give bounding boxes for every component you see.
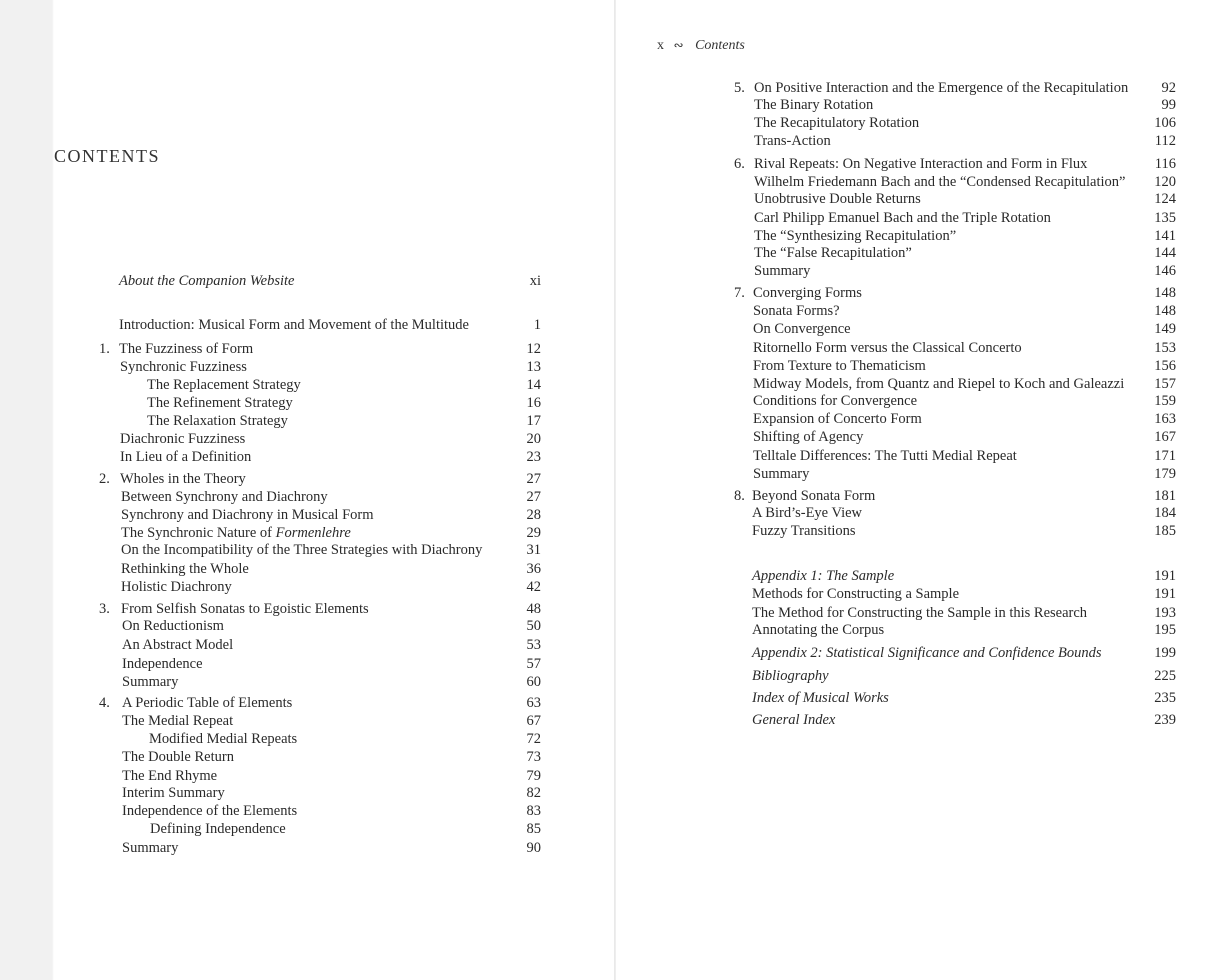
toc-entry-text: Interim Summary [122, 785, 225, 801]
toc-entry-label [120, 358, 247, 376]
page-number: 185 [1154, 523, 1176, 539]
page-number: 27 [526, 471, 541, 487]
toc-entry-text: The Relaxation Strategy [147, 413, 288, 429]
toc-entry-text: Unobtrusive Double Returns [754, 191, 921, 207]
chapter-title [753, 284, 862, 302]
toc-entry-label [121, 506, 374, 524]
contents-heading: CONTENTS [54, 146, 160, 166]
page-number: 42 [526, 579, 541, 595]
chapter-number: 3. [99, 601, 110, 617]
toc-entry-text: Telltale Differences: The Tutti Medial Repeat [753, 448, 1017, 464]
page-number: 135 [1154, 210, 1176, 226]
toc-entry-label [754, 227, 956, 245]
page-number: 156 [1154, 358, 1176, 374]
toc-entry-text: Holistic Diachrony [121, 579, 232, 595]
page-number: 50 [526, 618, 541, 634]
page-number: 36 [526, 561, 541, 577]
toc-entry-label [752, 504, 862, 522]
toc-entry-text: Methods for Constructing a Sample [752, 586, 960, 602]
toc-entry-text: Expansion of Concerto Form [753, 411, 922, 427]
toc-entry-text: Appendix 1: The Sample [752, 568, 895, 584]
toc-entry-text: Summary [122, 840, 179, 856]
toc-entry-text: Conditions for Convergence [753, 393, 918, 409]
page-number: 57 [526, 656, 541, 672]
toc-entry-text: Trans-Action [754, 133, 831, 149]
toc-entry-text: A Bird’s-Eye View [752, 505, 863, 521]
page-number: 12 [526, 341, 541, 357]
page-number: 124 [1154, 191, 1176, 207]
page-number: 20 [526, 431, 541, 447]
page-number: 112 [1154, 133, 1176, 149]
page-number: 191 [1154, 586, 1176, 602]
toc-entry-label [754, 262, 810, 280]
toc-entry-label [753, 465, 809, 483]
toc-entry-label [122, 673, 178, 691]
page-number: 146 [1154, 263, 1176, 279]
toc-entry-label [754, 244, 912, 262]
toc-entry-text: From Selfish Sonatas to Egoistic Elements [121, 601, 369, 617]
page-number: 149 [1154, 321, 1176, 337]
page-number: 14 [526, 377, 541, 393]
toc-entry-text: On Convergence [753, 321, 851, 337]
page-number: 28 [526, 507, 541, 523]
toc-entry-text: Wilhelm Friedemann Bach and the “Condensed Recapitulation” [754, 174, 1126, 190]
toc-entry-text: The Synchronic Nature of [121, 525, 276, 541]
toc-entry-text: The Method for Constructing the Sample in this Research [752, 605, 1088, 621]
toc-entry-text: In Lieu of a Definition [120, 449, 252, 465]
chapter-title [119, 340, 253, 358]
toc-entry-text: Beyond Sonata Form [752, 488, 876, 504]
toc-entry-text: The Fuzziness of Form [119, 341, 254, 357]
toc-entry-label [752, 689, 889, 707]
toc-entry-text: Appendix 2: Statistical Significance and Confidence Bounds [752, 645, 1102, 661]
page-number: 148 [1154, 303, 1176, 319]
page-number: 99 [1161, 97, 1176, 113]
toc-entry-text: Synchronic Fuzziness [120, 359, 247, 375]
toc-entry-text: Annotating the Corpus [752, 622, 885, 638]
toc-entry-label [122, 617, 224, 635]
chapter-number: 5. [734, 80, 745, 96]
page-number: 67 [526, 713, 541, 729]
page-number: 106 [1154, 115, 1176, 131]
page-number: 60 [526, 674, 541, 690]
page-number: 31 [526, 542, 541, 558]
toc-entry-text: Midway Models, from Quantz and Riepel to Koch and Galeazzi [753, 376, 1125, 392]
page-number: xi [529, 273, 541, 289]
toc-entry-label [753, 447, 1017, 465]
toc-entry-italic-text: Formenlehre [275, 525, 351, 541]
page-number: 73 [526, 749, 541, 765]
toc-entry-text: Rethinking the Whole [121, 561, 249, 577]
toc-entry-text: The Recapitulatory Rotation [754, 115, 920, 131]
page-number: 53 [526, 637, 541, 653]
chapter-number: 6. [734, 156, 745, 172]
toc-entry-label [753, 302, 840, 320]
page-number: 195 [1154, 622, 1176, 638]
toc-entry-text: The Refinement Strategy [147, 395, 293, 411]
toc-entry-text: Converging Forms [753, 285, 862, 301]
toc-entry-label [122, 767, 217, 785]
chapter-number: 1. [99, 341, 110, 357]
toc-entry-text: The Replacement Strategy [147, 377, 301, 393]
toc-entry-label [120, 430, 245, 448]
page-number: 120 [1154, 174, 1176, 190]
running-head-title: Contents [695, 38, 745, 53]
toc-entry-label [752, 522, 856, 540]
toc-entry-text: From Texture to Thematicism [753, 358, 926, 374]
running-head [657, 38, 745, 54]
chapter-number: 4. [99, 695, 110, 711]
toc-entry-text: Bibliography [752, 668, 829, 684]
toc-entry-label [752, 711, 835, 729]
toc-entry-text: Summary [753, 466, 810, 482]
page-number: 116 [1154, 156, 1176, 172]
page-number: 141 [1154, 228, 1176, 244]
toc-entry-text: Fuzzy Transitions [752, 523, 856, 539]
page-number: 82 [526, 785, 541, 801]
toc-entry-text: Index of Musical Works [752, 690, 889, 706]
toc-entry-label [753, 357, 926, 375]
toc-entry-label [122, 784, 225, 802]
toc-entry-text: Summary [754, 263, 811, 279]
toc-entry-label [147, 394, 293, 412]
separator-glyph: ∾ [673, 38, 684, 52]
toc-entry-label [122, 655, 203, 673]
page-number: 92 [1161, 80, 1176, 96]
toc-entry-label [147, 376, 301, 394]
toc-entry-label [150, 820, 286, 838]
toc-entry-text: Independence [122, 656, 203, 672]
chapter-title [754, 155, 1087, 173]
toc-entry-text: An Abstract Model [122, 637, 234, 653]
chapter-title [121, 600, 369, 618]
page-number: 90 [526, 840, 541, 856]
toc-entry-label [122, 839, 178, 857]
page-number: 1 [533, 317, 541, 333]
page-number: 29 [526, 525, 541, 541]
toc-entry-label [754, 96, 873, 114]
page-number: 171 [1154, 448, 1176, 464]
page-number: 181 [1154, 488, 1176, 504]
page-number: 13 [526, 359, 541, 375]
page-number: 159 [1154, 393, 1176, 409]
toc-entry-label [122, 802, 297, 820]
page-number: 167 [1154, 429, 1176, 445]
toc-entry-label [122, 748, 234, 766]
toc-entry-label [147, 412, 288, 430]
toc-entry-text: A Periodic Table of Elements [122, 695, 293, 711]
chapter-number: 8. [734, 488, 745, 504]
page-number: 63 [526, 695, 541, 711]
toc-entry-label [149, 730, 297, 748]
toc-entry-text: Shifting of Agency [753, 429, 864, 445]
toc-entry-label [121, 560, 249, 578]
page-number: 235 [1154, 690, 1176, 706]
chapter-title [122, 694, 292, 712]
page-number: 17 [526, 413, 541, 429]
chapter-title [752, 487, 875, 505]
page-number: 144 [1154, 245, 1176, 261]
page-number: 72 [526, 731, 541, 747]
toc-entry-label [753, 339, 1022, 357]
toc-entry-text: On Reductionism [122, 618, 224, 634]
toc-entry-label [754, 132, 831, 150]
toc-entry-label [121, 488, 328, 506]
page-number: 16 [526, 395, 541, 411]
chapter-title [754, 79, 1128, 97]
toc-entry-text: The Double Return [122, 749, 234, 765]
toc-entry-label [122, 712, 233, 730]
toc-entry-label [753, 320, 851, 338]
toc-entry-label [752, 644, 1102, 662]
page-number: 148 [1154, 285, 1176, 301]
toc-entry-label [754, 114, 919, 132]
page-number: 157 [1154, 376, 1176, 392]
toc-entry-label [119, 316, 469, 334]
toc-entry-label [753, 428, 863, 446]
toc-entry-text: Ritornello Form versus the Classical Concerto [753, 340, 1022, 356]
toc-entry-text: The Binary Rotation [754, 97, 874, 113]
page-number: 184 [1154, 505, 1176, 521]
page-folio: x [657, 38, 664, 53]
toc-entry-text: Between Synchrony and Diachrony [121, 489, 328, 505]
page-number: 163 [1154, 411, 1176, 427]
page-number: 48 [526, 601, 541, 617]
page-number: 179 [1154, 466, 1176, 482]
page-number: 239 [1154, 712, 1176, 728]
page-number: 79 [526, 768, 541, 784]
toc-entry-label [754, 190, 921, 208]
page-number: 191 [1154, 568, 1176, 584]
page-number: 85 [526, 821, 541, 837]
toc-entry-label [752, 567, 894, 585]
page-number: 193 [1154, 605, 1176, 621]
toc-entry-text: About the Companion Website [119, 273, 295, 289]
chapter-number: 2. [99, 471, 110, 487]
toc-entry-text: Defining Independence [150, 821, 286, 837]
toc-entry-text: Carl Philipp Emanuel Bach and the Triple Rotation [754, 210, 1051, 226]
toc-entry-label [754, 173, 1125, 191]
toc-entry-text: The End Rhyme [122, 768, 218, 784]
toc-entry-label [752, 604, 1087, 622]
toc-entry-text: Wholes in the Theory [120, 471, 246, 487]
toc-entry-label [753, 392, 917, 410]
toc-entry-text: The “Synthesizing Recapitulation” [754, 228, 957, 244]
chapter-number: 7. [734, 285, 745, 301]
toc-entry-label [121, 524, 351, 542]
chapter-title [120, 470, 246, 488]
toc-entry-label [753, 375, 1124, 393]
toc-entry-text: Summary [122, 674, 179, 690]
toc-entry-text: Introduction: Musical Form and Movement of the Multitude [119, 317, 469, 333]
right-page [616, 0, 1214, 980]
page-number: 225 [1154, 668, 1176, 684]
toc-entry-text: Rival Repeats: On Negative Interaction and Form in Flux [754, 156, 1088, 172]
toc-entry-label [752, 667, 829, 685]
toc-entry-label [121, 578, 232, 596]
page-number: 199 [1154, 645, 1176, 661]
toc-entry-label [752, 621, 884, 639]
toc-entry-text: Modified Medial Repeats [149, 731, 298, 747]
toc-entry-label [753, 410, 922, 428]
toc-entry-label [121, 541, 482, 559]
toc-entry-label [122, 636, 233, 654]
page-number: 83 [526, 803, 541, 819]
toc-entry-text: Diachronic Fuzziness [120, 431, 246, 447]
toc-entry-label [754, 209, 1051, 227]
toc-entry-text: The “False Recapitulation” [754, 245, 912, 261]
toc-entry-text: On the Incompatibility of the Three Strategies with Diachrony [121, 542, 483, 558]
page-number: 23 [526, 449, 541, 465]
toc-entry-text: General Index [752, 712, 836, 728]
toc-entry-text: Sonata Forms? [753, 303, 840, 319]
toc-entry-text: Synchrony and Diachrony in Musical Form [121, 507, 374, 523]
toc-entry-label [752, 585, 959, 603]
page-number: 27 [526, 489, 541, 505]
page-number: 153 [1154, 340, 1176, 356]
toc-entry-text: The Medial Repeat [122, 713, 234, 729]
toc-entry-label [120, 448, 251, 466]
toc-entry-label [119, 272, 294, 290]
toc-entry-text: On Positive Interaction and the Emergence of the Recapitulation [754, 80, 1129, 96]
toc-entry-text: Independence of the Elements [122, 803, 298, 819]
